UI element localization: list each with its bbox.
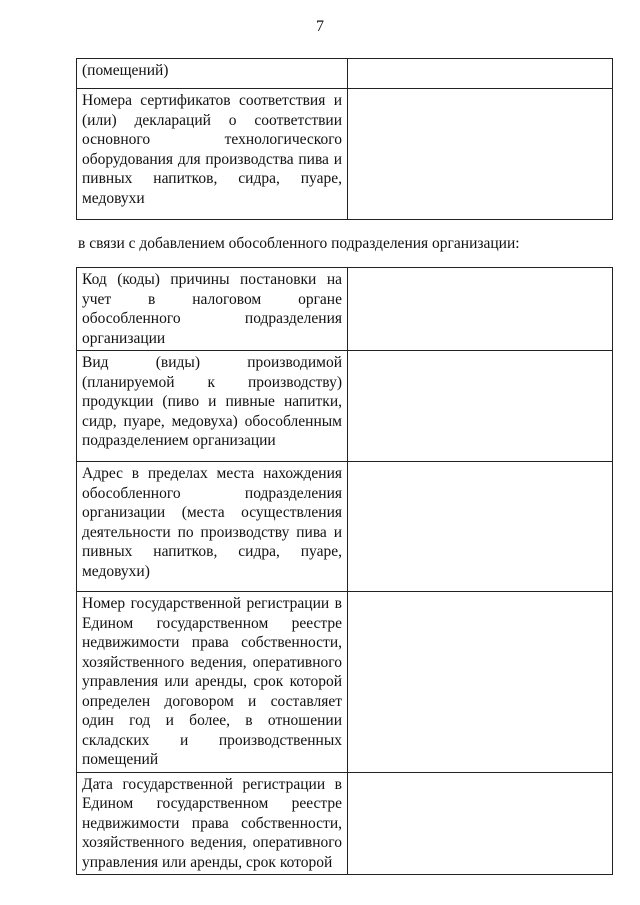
row-value-field[interactable] [348, 462, 613, 592]
row-label: Адрес в пределах места нахождения обособленного подразделения организации (места осуществления деятельности по производству пива и пивных напитков, сидра, пуаре, медовухи) [77, 462, 348, 592]
row-value-field[interactable] [348, 89, 613, 220]
row-label: Дата государственной регистрации в Едином государственном реестре недвижимости права собственности, хозяйственного ведения, оперативного управления или аренды, срок которой [77, 772, 348, 875]
table-row [77, 351, 613, 462]
table-row [77, 772, 613, 875]
table-row [77, 592, 613, 773]
table-row [77, 59, 613, 89]
row-label: Вид (виды) производимой (планируемой к производству) продукции (пиво и пивные напитки, сидр, пуаре, медовуха) обособленным подразделением организации [77, 351, 348, 462]
top-form-table [76, 58, 613, 220]
table-row [77, 89, 613, 220]
row-value-field[interactable] [348, 592, 613, 773]
row-value-field[interactable] [348, 772, 613, 875]
row-label: Номера сертификатов соответствия и (или) деклараций о соответствии основного технологического оборудования для производства пива и пивных напитков, сидра, пуаре, медовухи [77, 89, 348, 220]
page-number: 7 [316, 18, 324, 35]
row-value-field[interactable] [348, 59, 613, 89]
row-value-field[interactable] [348, 351, 613, 462]
table-row [77, 268, 613, 351]
section-heading-text: в связи с добавлением обособленного подразделения организации: [78, 235, 520, 252]
table-row [77, 462, 613, 592]
row-label: (помещений) [77, 59, 348, 89]
row-label: Номер государственной регистрации в Едином государственном реестре недвижимости права собственности, хозяйственного ведения, оперативного управления или аренды, срок которой определен договором и составляет один год и более, в отношении складских и производственных помещений [77, 592, 348, 773]
main-form-table [76, 267, 613, 875]
row-value-field[interactable] [348, 268, 613, 351]
row-label: Код (коды) причины постановки на учет в налоговом органе обособленного подразделения организации [77, 268, 348, 351]
